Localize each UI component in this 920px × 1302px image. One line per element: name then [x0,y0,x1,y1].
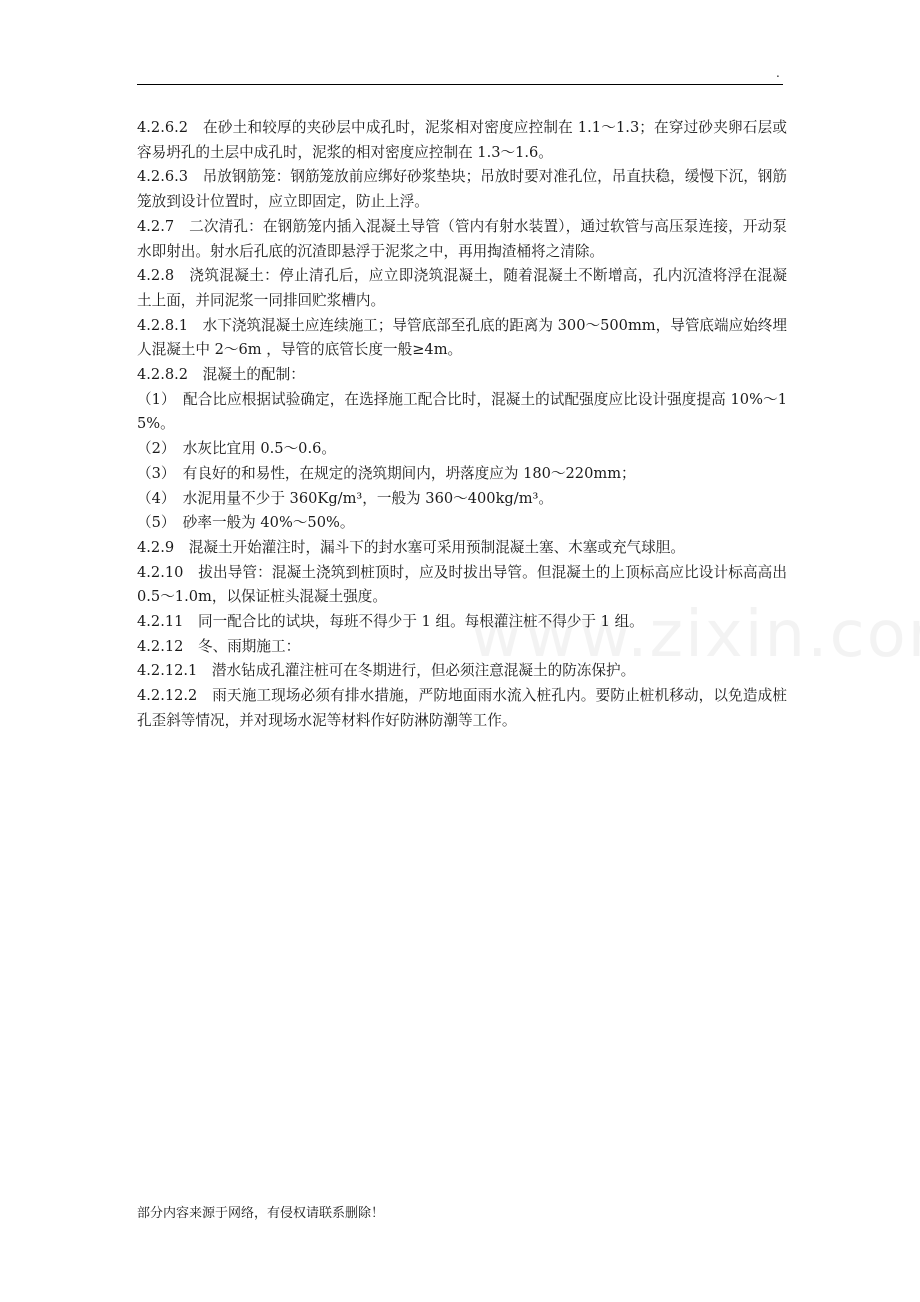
footer-note: 部分内容来源于网络，有侵权请联系删除！ [137,1206,385,1221]
paragraph-4-2-6-3: 4.2.6.3 吊放钢筋笼：钢筋笼放前应绑好砂浆垫块；吊放时要对准孔位，吊直扶稳，缓慢下沉，钢筋笼放到设计位置时，应立即固定，防止上浮。 [137,168,787,211]
paragraph-4-2-12-2: 4.2.12.2 雨天施工现场必须有排水措施，严防地面雨水流入桩孔内。要防止桩机移动，以免造成桩孔歪斜等情况，并对现场水泥等材料作好防淋防潮等工作。 [137,687,787,729]
paragraph-4-2-12-1: 4.2.12.1 潜水钻成孔灌注桩可在冬期进行，但必须注意混凝土的防冻保护。 [137,662,636,680]
list-item-2: （2） 水灰比宜用 0.5～0.6。 [137,440,336,458]
list-item-5: （5） 砂率一般为 40%～50%。 [137,514,355,532]
paragraph-4-2-8-2: 4.2.8.2 混凝土的配制： [137,366,305,384]
list-item-3: （3） 有良好的和易性，在规定的浇筑期间内，坍落度应为 180～220mm； [137,464,636,482]
paragraph-4-2-9: 4.2.9 混凝土开始灌注时，漏斗下的封水塞可采用预制混凝土塞、木塞或充气球胆。 [137,538,685,556]
paragraph-4-2-8-1: 4.2.8.1 水下浇筑混凝土应连续施工；导管底部至孔底的距离为 300～500mm，导管底端应始终埋人混凝土中 2～6m ，导管的底管长度一般≥4m。 [137,316,787,359]
paragraph-4-2-11: 4.2.11 同一配合比的试块，每班不得少于 1 组。每根灌注桩不得少于 1 组。 [137,613,644,631]
paragraph-4-2-12: 4.2.12 冬、雨期施工： [137,637,301,655]
paragraph-4-2-8: 4.2.8 浇筑混凝土：停止清孔后，应立即浇筑混凝土，随着混凝土不断增高，孔内沉渣将浮在混凝土上面，并同泥浆一同排回贮浆槽内。 [137,267,787,309]
header-rule [137,84,783,85]
header-mark: . [776,66,780,80]
document-body [137,116,787,734]
list-item-1: （1） 配合比应根据试验确定，在选择施工配合比时，混凝土的试配强度应比设计强度提高 10%～15%。 [137,390,787,433]
paragraph-4-2-10: 4.2.10 拔出导管：混凝土浇筑到桩顶时，应及时拔出导管。但混凝土的上顶标高应比设计标高高出 0.5～1.0m，以保证桩头混凝土强度。 [137,563,787,606]
list-item-4: （4） 水泥用量不少于 360Kg/m³，一般为 360～400kg/m³。 [137,489,553,507]
paragraph-4-2-7: 4.2.7 二次清孔：在钢筋笼内插入混凝土导管（管内有射水装置），通过软管与高压泵连接，开动泵水即射出。射水后孔底的沉渣即悬浮于泥浆之中，再用掏渣桶将之清除。 [137,217,787,260]
paragraph-4-2-6-2: 4.2.6.2 在砂土和较厚的夹砂层中成孔时，泥浆相对密度应控制在 1.1～1.3；在穿过砂夹卵石层或容易坍孔的土层中成孔时，泥浆的相对密度应控制在 1.3～1.6。 [137,119,787,161]
